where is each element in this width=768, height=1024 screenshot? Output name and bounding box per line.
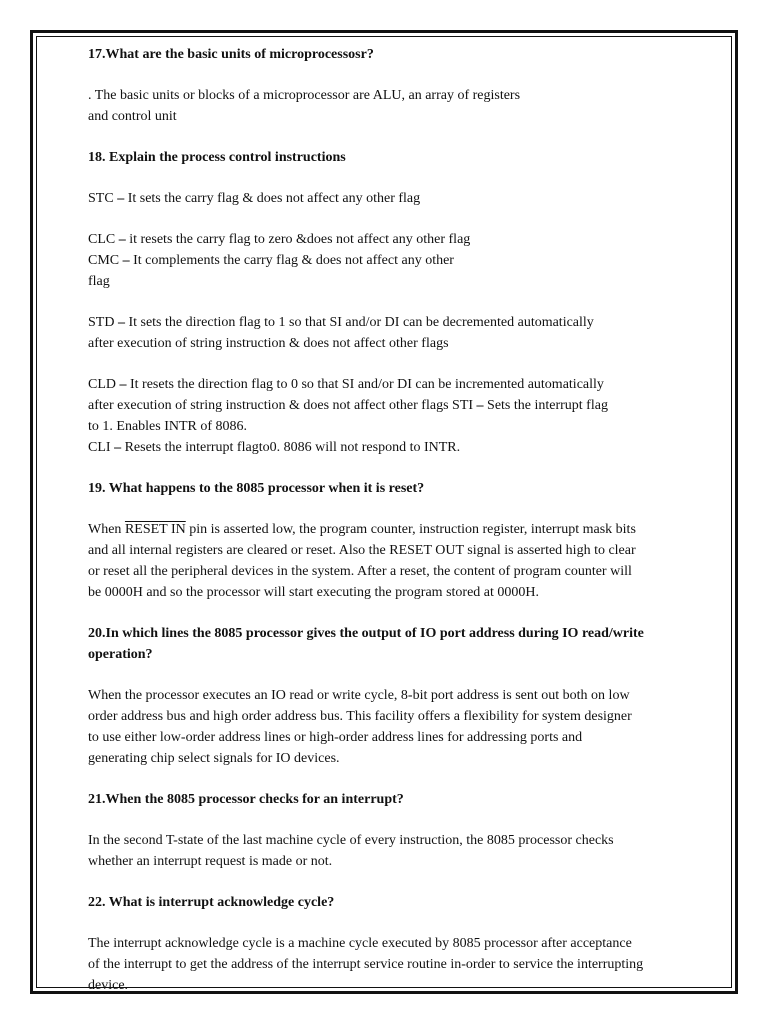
stc-text: It sets the carry flag & does not affect any other flag: [124, 191, 421, 206]
std-dash: –: [117, 315, 125, 330]
cld-text: It resets the direction flag to 0 so that SI and/or DI can be incremented automatically: [126, 377, 604, 392]
sti-mnemonic: STI: [452, 398, 477, 413]
answer-20-line-2: order address bus and high order address bus. This facility offers a flexibility for system designer: [88, 709, 632, 724]
answer-21-line-2: whether an interrupt request is made or not.: [88, 854, 333, 869]
answer-19-line-1: [88, 519, 703, 540]
sti-dash: –: [476, 398, 484, 413]
answer-19-rest: pin is asserted low, the program counter, instruction register, interrupt mask bits: [185, 522, 636, 537]
cmc-definition: [88, 250, 703, 271]
question-20-line-1: 20.In which lines the 8085 processor gives the output of IO port address during IO read/write: [88, 626, 644, 641]
question-21: 21.When the 8085 processor checks for an interrupt?: [88, 792, 404, 807]
cld-sti-line: [88, 395, 703, 416]
clc-text: it resets the carry flag to zero &does not affect any other flag: [125, 232, 471, 247]
cld-term: [88, 377, 127, 392]
answer-17-line-1: . The basic units or blocks of a microprocessor are ALU, an array of registers: [88, 88, 521, 103]
cli-mnemonic: CLI: [88, 440, 115, 455]
cmc-term: [88, 253, 130, 268]
std-mnemonic: STD: [88, 315, 118, 330]
question-17: 17.What are the basic units of microprocessosr?: [88, 47, 374, 62]
answer-20-line-1: When the processor executes an IO read or write cycle, 8-bit port address is sent out both on low: [88, 688, 630, 703]
stc-term: [88, 191, 124, 206]
question-20-line-2: operation?: [88, 647, 153, 662]
cmc-mnemonic: CMC: [88, 253, 123, 268]
std-definition-cont: after execution of string instruction & does not affect other flags: [88, 336, 449, 351]
cli-definition: [88, 437, 703, 458]
cli-term: [88, 440, 121, 455]
clc-definition: [88, 229, 703, 250]
sti-term: [452, 398, 484, 413]
answer-20-line-3: to use either low-order address lines or high-order address lines for addressing ports and: [88, 730, 583, 745]
std-text: It sets the direction flag to 1 so that SI and/or DI can be decremented automatically: [124, 315, 594, 330]
clc-dash: –: [118, 232, 126, 247]
cld-text-cont: after execution of string instruction & does not affect other flags: [88, 398, 453, 413]
sti-text-cont: to 1. Enables INTR of 8086.: [88, 419, 248, 434]
cmc-text: It complements the carry flag & does not affect any other: [129, 253, 454, 268]
answer-22-line-2: of the interrupt to get the address of the interrupt service routine in-order to service the interrupting: [88, 957, 644, 972]
cld-definition: [88, 374, 703, 395]
answer-22-line-1: The interrupt acknowledge cycle is a machine cycle executed by 8085 processor after acceptance: [88, 936, 632, 951]
std-term: [88, 315, 125, 330]
cli-text: Resets the interrupt flagto0. 8086 will not respond to INTR.: [121, 440, 461, 455]
question-18: 18. Explain the process control instructions: [88, 150, 346, 165]
cmc-dash: –: [122, 253, 130, 268]
stc-mnemonic: STC: [88, 191, 118, 206]
answer-17-line-2: and control unit: [88, 109, 177, 124]
answer-22-line-3: device.: [88, 978, 129, 993]
sti-text: Sets the interrupt flag: [483, 398, 608, 413]
reset-in-signal: RESET IN: [124, 522, 186, 537]
cld-mnemonic: CLD: [88, 377, 120, 392]
document-body: [88, 44, 703, 996]
clc-term: [88, 232, 126, 247]
question-19: 19. What happens to the 8085 processor when it is reset?: [88, 481, 425, 496]
cli-dash: –: [114, 440, 122, 455]
cld-dash: –: [119, 377, 127, 392]
answer-20-line-4: generating chip select signals for IO devices.: [88, 751, 340, 766]
question-22: 22. What is interrupt acknowledge cycle?: [88, 895, 335, 910]
answer-21-line-1: In the second T-state of the last machine cycle of every instruction, the 8085 processor checks: [88, 833, 614, 848]
stc-definition: [88, 188, 703, 209]
answer-19-line-2: and all internal registers are cleared or reset. Also the RESET OUT signal is asserted high to clear: [88, 543, 636, 558]
std-definition: [88, 312, 703, 333]
stc-dash: –: [117, 191, 125, 206]
answer-19-line-3: or reset all the peripheral devices in the system. After a reset, the content of program counter will: [88, 564, 632, 579]
answer-19-pre: When: [88, 522, 125, 537]
clc-mnemonic: CLC: [88, 232, 119, 247]
answer-19-line-4: be 0000H and so the processor will start executing the program stored at 0000H.: [88, 585, 540, 600]
cmc-definition-cont: flag: [88, 274, 110, 289]
